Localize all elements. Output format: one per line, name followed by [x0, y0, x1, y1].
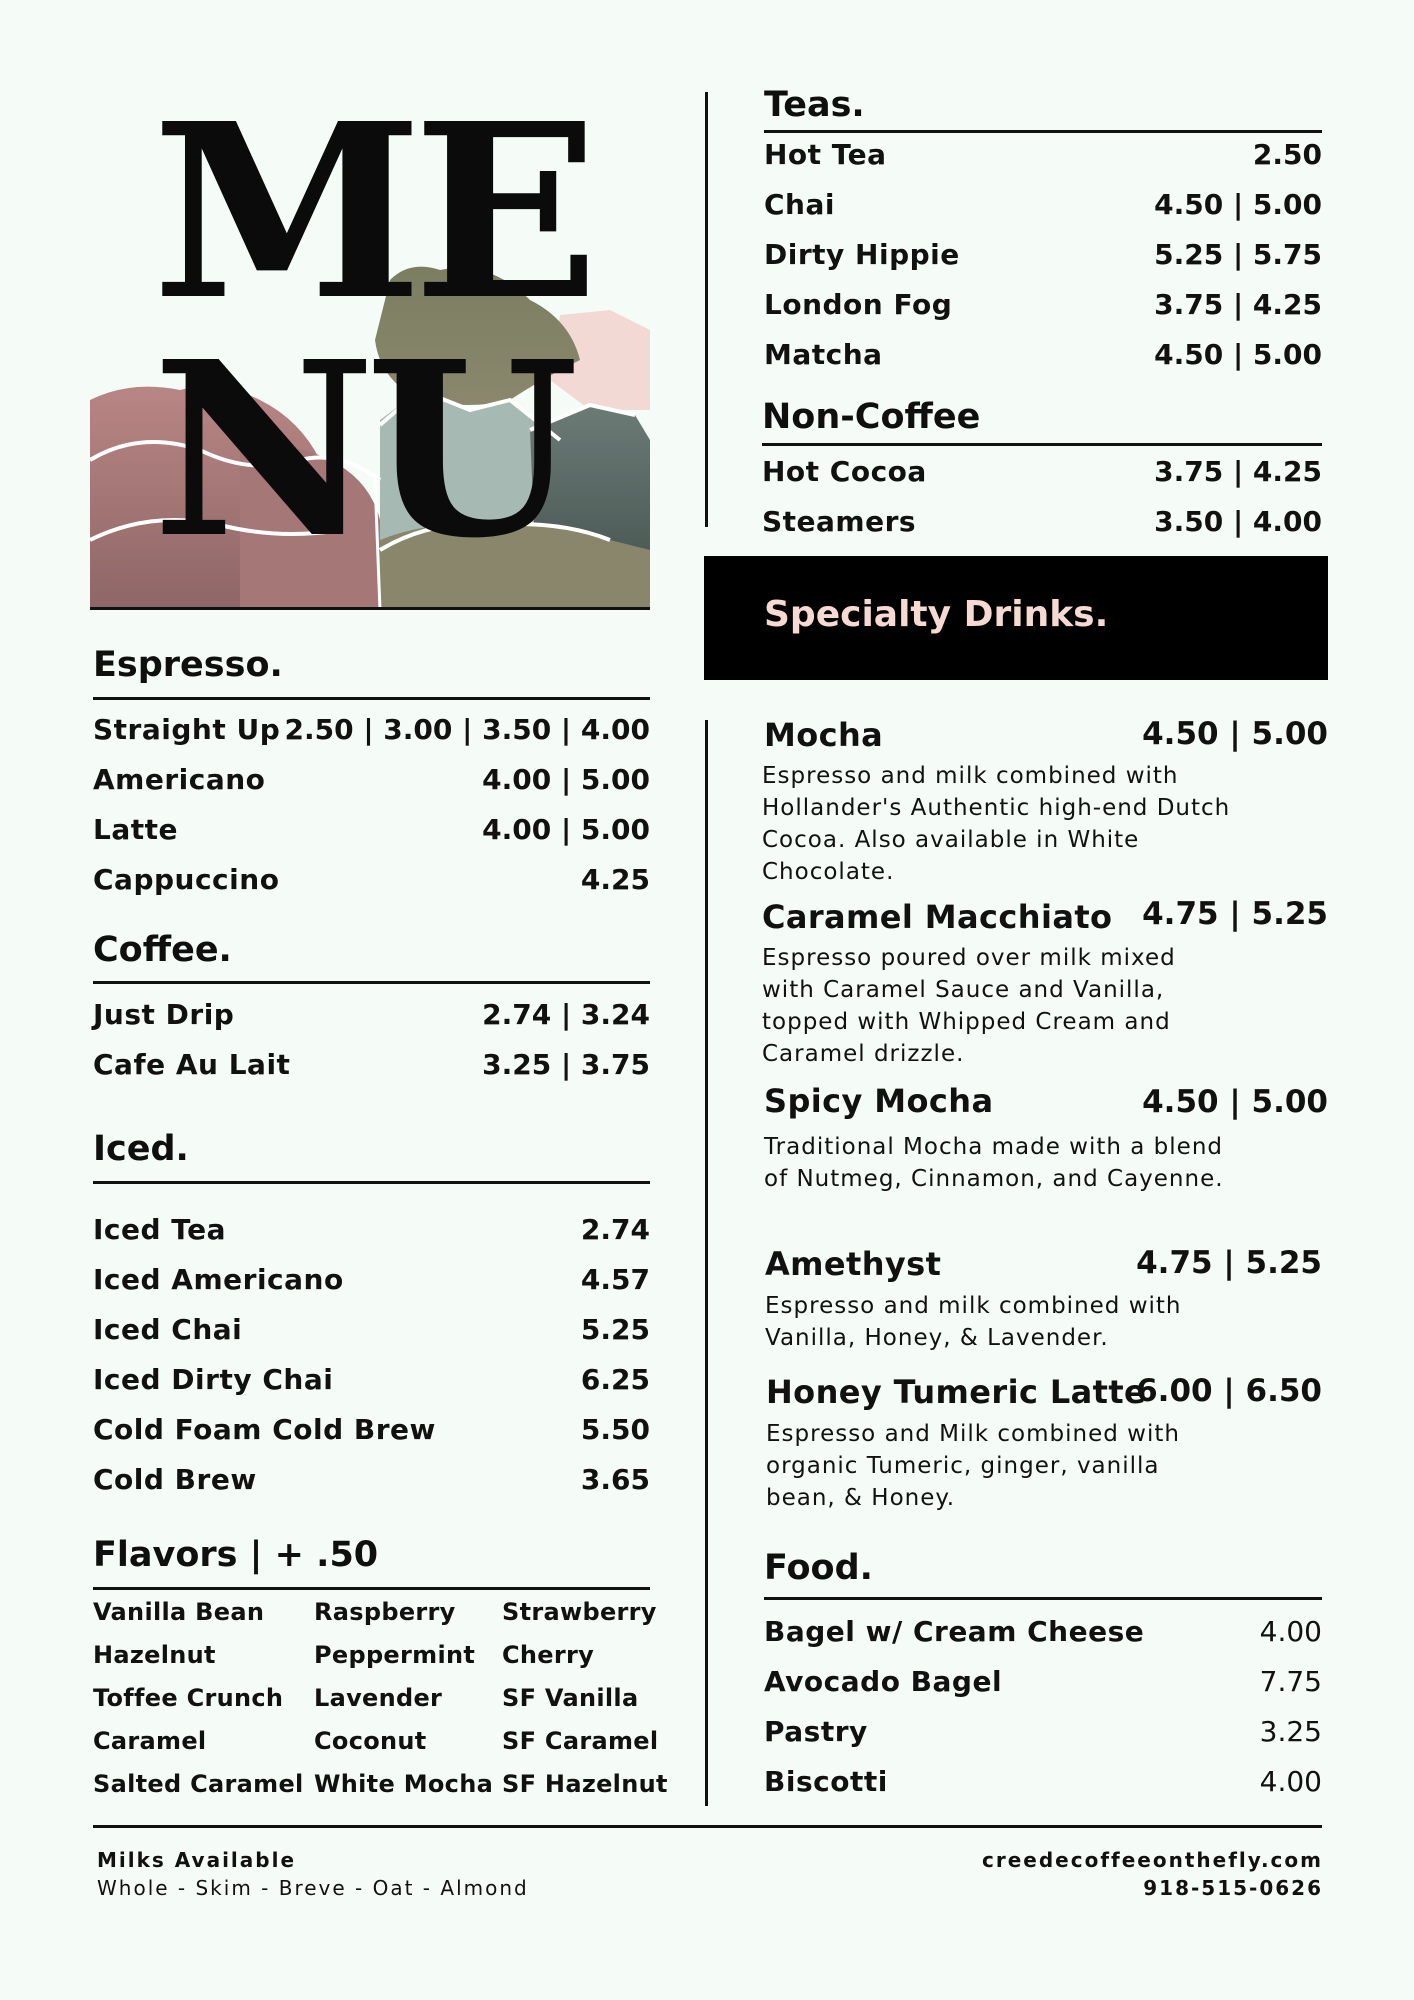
specialty-item-name: Spicy Mocha	[764, 1082, 994, 1120]
iced-rule	[93, 1181, 650, 1184]
specialty-item-name: Mocha	[764, 716, 884, 754]
noncoffee-title: Non-Coffee	[762, 397, 981, 437]
phone-number[interactable]: 918-515-0626	[1143, 1876, 1323, 1900]
footer-rule	[93, 1825, 1322, 1828]
specialty-item-price: 6.00 | 6.50	[1136, 1373, 1322, 1409]
coffee-title: Coffee.	[93, 930, 232, 970]
specialty-item-name: Caramel Macchiato	[762, 898, 1113, 936]
specialty-item-price: 4.75 | 5.25	[1142, 896, 1328, 932]
coffee-rule	[93, 981, 650, 984]
espresso-rule	[93, 697, 650, 700]
menu-item: Straight Up 2.50 | 3.00 | 3.50 | 4.00	[93, 713, 650, 746]
noncoffee-rule	[762, 443, 1322, 446]
menu-item: Bagel w/ Cream Cheese 4.00	[764, 1615, 1322, 1648]
menu-item: Chai 4.50 | 5.00	[764, 188, 1322, 221]
menu-item: Cold Foam Cold Brew 5.50	[93, 1413, 650, 1446]
column-divider-top	[705, 92, 708, 527]
specialty-item-desc: Espresso poured over milk mixed with Caramel Sauce and Vanilla, topped with Whipped Cream and Caramel drizzle.	[762, 945, 1176, 1067]
menu-item: Steamers 3.50 | 4.00	[762, 505, 1322, 538]
menu-item: Hot Cocoa 3.75 | 4.25	[762, 455, 1322, 488]
iced-title: Iced.	[93, 1129, 189, 1169]
teas-title: Teas.	[764, 85, 865, 125]
menu-item: London Fog 3.75 | 4.25	[764, 288, 1322, 321]
column-divider-bottom	[705, 720, 708, 1806]
flavor-item: Salted Caramel	[93, 1770, 304, 1798]
menu-item: Iced Dirty Chai 6.25	[93, 1363, 650, 1396]
specialty-item-price: 4.75 | 5.25	[1136, 1245, 1322, 1281]
flavor-item: SF Caramel	[502, 1727, 659, 1755]
flavors-title: Flavors | + .50	[93, 1535, 379, 1575]
menu-item: Matcha 4.50 | 5.00	[764, 338, 1322, 371]
espresso-title: Espresso.	[93, 645, 283, 685]
menu-item: Iced Tea 2.74	[93, 1213, 650, 1246]
food-rule	[764, 1597, 1322, 1600]
flavor-item: Caramel	[93, 1727, 207, 1755]
menu-item: Biscotti 4.00	[764, 1765, 1322, 1798]
flavor-item: SF Vanilla	[502, 1684, 639, 1712]
flavor-item: Raspberry	[314, 1598, 456, 1626]
menu-word-line2: NU	[152, 309, 569, 591]
milks-list: Whole - Skim - Breve - Oat - Almond	[97, 1876, 529, 1900]
menu-hero-art	[90, 71, 650, 610]
food-title: Food.	[764, 1548, 873, 1588]
specialty-banner	[704, 556, 1328, 680]
specialty-item-price: 4.50 | 5.00	[1142, 716, 1328, 752]
flavor-item: Cherry	[502, 1641, 595, 1669]
website-link[interactable]: creedecoffeeonthefly.com	[982, 1848, 1323, 1872]
menu-item: Pastry 3.25	[764, 1715, 1322, 1748]
flavor-item: SF Hazelnut	[502, 1770, 668, 1798]
menu-item: Just Drip 2.74 | 3.24	[93, 998, 650, 1031]
flavor-item: Vanilla Bean	[93, 1598, 265, 1626]
menu-item: Hot Tea 2.50	[764, 138, 1322, 171]
specialty-item-name: Honey Tumeric Latte	[766, 1373, 1147, 1411]
flavor-item: Strawberry	[502, 1598, 657, 1626]
menu-item: Iced Americano 4.57	[93, 1263, 650, 1296]
specialty-item-desc: Espresso and milk combined with Hollander's Authentic high-end Dutch Cocoa. Also available in White Chocolate.	[762, 763, 1231, 885]
flavor-item: White Mocha	[314, 1770, 494, 1798]
flavors-rule	[93, 1587, 650, 1590]
specialty-item-desc: Espresso and Milk combined with organic Tumeric, ginger, vanilla bean, & Honey.	[766, 1421, 1180, 1511]
menu-item: Dirty Hippie 5.25 | 5.75	[764, 238, 1322, 271]
specialty-item-desc: Traditional Mocha made with a blend of Nutmeg, Cinnamon, and Cayenne.	[764, 1134, 1224, 1192]
teas-rule	[764, 130, 1322, 133]
menu-item: Cold Brew 3.65	[93, 1463, 650, 1496]
flavor-item: Peppermint	[314, 1641, 476, 1669]
flavor-item: Lavender	[314, 1684, 443, 1712]
menu-item: Iced Chai 5.25	[93, 1313, 650, 1346]
flavor-item: Toffee Crunch	[93, 1684, 284, 1712]
specialty-item-desc: Espresso and milk combined with Vanilla, Honey, & Lavender.	[765, 1293, 1182, 1351]
menu-item: Cafe Au Lait 3.25 | 3.75	[93, 1048, 650, 1081]
menu-item: Cappuccino 4.25	[93, 863, 650, 896]
milks-label: Milks Available	[97, 1848, 297, 1872]
flavor-item: Coconut	[314, 1727, 427, 1755]
menu-item: Avocado Bagel 7.75	[764, 1665, 1322, 1698]
flavor-item: Hazelnut	[93, 1641, 216, 1669]
specialty-title: Specialty Drinks.	[764, 594, 1109, 635]
menu-item: Latte 4.00 | 5.00	[93, 813, 650, 846]
menu-word-line1: ME	[152, 71, 590, 353]
specialty-item-name: Amethyst	[765, 1245, 942, 1283]
specialty-item-price: 4.50 | 5.00	[1142, 1084, 1328, 1120]
menu-item: Americano 4.00 | 5.00	[93, 763, 650, 796]
